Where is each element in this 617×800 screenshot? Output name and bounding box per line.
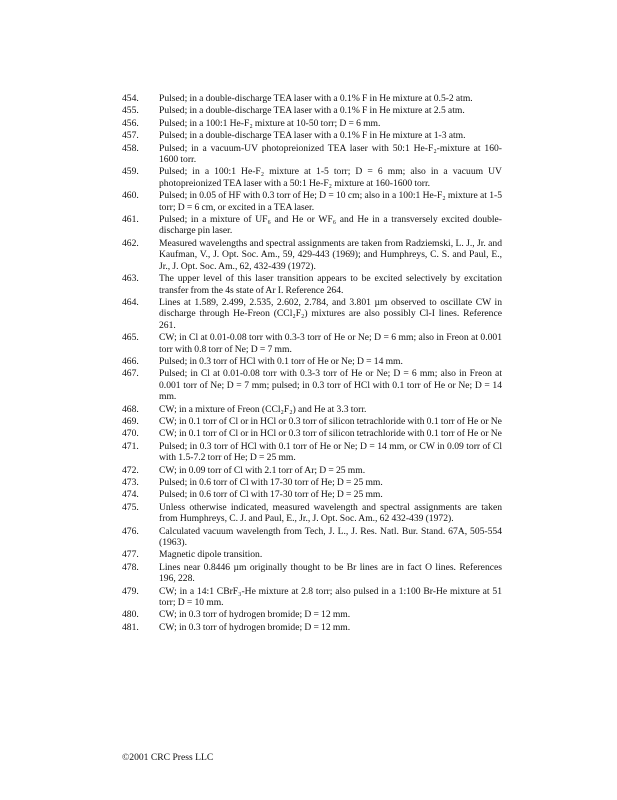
- footnote-number: 462.: [122, 237, 139, 249]
- footnote-number: 456.: [122, 117, 139, 129]
- footnote-text: Calculated vacuum wavelength from Tech, J. L., J. Res. Natl. Bur. Stand. 67A, 505-554 (1963).: [159, 525, 502, 549]
- copyright-footer: ©2001 CRC Press LLC: [122, 752, 214, 763]
- footnote-item: [122, 416, 502, 427]
- footnote-item: [122, 118, 502, 129]
- footnote-number: 472.: [122, 464, 139, 476]
- footnote-item: [122, 214, 502, 237]
- footnote-item: [122, 368, 502, 402]
- footnote-item: [122, 404, 502, 415]
- footnote-text: Magnetic dipole transition.: [159, 549, 263, 561]
- footnote-number: 479.: [122, 585, 139, 597]
- footnote-item: [122, 428, 502, 439]
- footnote-number: 469.: [122, 415, 139, 427]
- footnote-number: 467.: [122, 368, 139, 380]
- footnote-text: Lines near 0.8446 µm originally thought to be Br lines are in fact O lines. References 196, 228.: [159, 561, 502, 585]
- footnote-number: 476.: [122, 525, 139, 537]
- footnote-item: [122, 105, 502, 116]
- footnote-text: Pulsed; in a double-discharge TEA laser with a 0.1% F in He mixture at 0.5-2 atm.: [159, 93, 473, 104]
- footnote-text: Pulsed; in 0.3 torr of HCl with 0.1 torr of He or Ne; D = 14 mm.: [159, 355, 403, 367]
- footnote-item: [122, 562, 502, 585]
- footnote-text: Pulsed; in 0.6 torr of Cl with 17-30 torr of He; D = 25 mm.: [159, 489, 383, 501]
- footnote-text: Pulsed; in a 100:1 He-F₂ mixture at 1-5 torr; D = 6 mm; also in a vacuum UV photopreionized TEA laser with a 50:1 He-F₂ mixture at 160-1600 torr.: [159, 166, 502, 189]
- footnote-number: 468.: [122, 403, 139, 415]
- footnote-number: 466.: [122, 355, 139, 367]
- footnote-number: 473.: [122, 477, 139, 488]
- footnote-number: 464.: [122, 296, 139, 308]
- footnote-number: 475.: [122, 501, 139, 513]
- footnote-item: [122, 609, 502, 620]
- footnote-text: CW; in 0.3 torr of hydrogen bromide; D = 12 mm.: [159, 609, 351, 621]
- footnote-number: 478.: [122, 561, 139, 573]
- footnote-number: 455.: [122, 105, 139, 117]
- footnote-text: CW; in 0.1 torr of Cl or in HCl or 0.3 torr of silicon tetrachloride with 0.1 torr of He or Ne: [159, 428, 502, 440]
- footnote-number: 474.: [122, 489, 139, 501]
- footnote-item: [122, 190, 502, 213]
- footnote-item: [122, 526, 502, 549]
- footnote-number: 458.: [122, 142, 139, 154]
- footnote-number: 480.: [122, 609, 139, 621]
- footnote-text: Pulsed; in a double-discharge TEA laser with a 0.1% F in He mixture at 2.5 atm.: [159, 105, 465, 117]
- footnote-text: CW; in 0.09 torr of Cl with 2.1 torr of Ar; D = 25 mm.: [159, 464, 366, 476]
- footnote-item: [122, 166, 502, 189]
- footnote-number: 481.: [122, 621, 139, 633]
- footnote-text: Pulsed; in Cl at 0.01-0.08 torr with 0.3-3 torr of He or Ne; D = 6 mm; also in Freon at 0.001 torr of Ne; D = 7 mm; pulsed; in 0.3 torr of HCl with 0.1 torr of He or Ne; D = 14 mm.: [159, 368, 502, 403]
- footnote-text: Pulsed; in a mixture of UF₆ and He or WF₆ and He in a transversely excited double-discharge pin laser.: [159, 214, 502, 237]
- footnote-text: CW; in a mixture of Freon (CCl₂F₂) and He at 3.3 torr.: [159, 403, 367, 415]
- footnote-number: 465.: [122, 332, 139, 344]
- footnote-number: 470.: [122, 428, 139, 440]
- footnote-number: 457.: [122, 130, 139, 142]
- footnote-item: [122, 238, 502, 272]
- footnote-text: Pulsed; in 0.05 of HF with 0.3 torr of He; D = 10 cm; also in a 100:1 He-F₂ mixture at 1-5 torr; D = 6 cm, or excited in a TEA laser.: [159, 190, 502, 213]
- footnote-text: CW; in a 14:1 CBrF₃-He mixture at 2.8 torr; also pulsed in a 1:100 Br-He mixture at 51 torr; D = 10 mm.: [159, 585, 502, 609]
- footnote-item: [122, 622, 502, 633]
- footnote-number: 471.: [122, 440, 139, 452]
- footnote-item: [122, 297, 502, 331]
- footnote-text: CW; in 0.1 torr of Cl or in HCl or 0.3 torr of silicon tetrachloride with 0.1 torr of He or Ne: [159, 415, 502, 427]
- footnote-item: [122, 356, 502, 367]
- footnote-number: 463.: [122, 273, 139, 285]
- footnote-text: Measured wavelengths and spectral assignments are taken from Radziemski, L. J., Jr. and Kaufman, V., J. Opt. Soc. Am., 59, 429-443 (1969); and Humphreys, C. S. and Paul, E., Jr., J. Opt. Soc. Am., 62, 432-439 (1972).: [159, 237, 502, 272]
- footnote-item: [122, 93, 502, 104]
- footnote-text: Lines at 1.589, 2.499, 2.535, 2.602, 2.784, and 3.801 µm observed to oscillate CW in discharge through He-Freon (CCl₂F₂) mixtures are also possibly Cl-I lines. Reference 261.: [159, 296, 502, 331]
- footnote-number: 477.: [122, 549, 139, 561]
- footnote-text: The upper level of this laser transition appears to be excited selectively by excitation transfer from the 4s state of Ar I. Reference 264.: [159, 273, 502, 296]
- footnote-item: [122, 477, 502, 488]
- footnote-item: [122, 441, 502, 464]
- footnote-text: CW; in 0.3 torr of hydrogen bromide; D = 12 mm.: [159, 621, 351, 633]
- footnote-text: Pulsed; in a double-discharge TEA laser with a 0.1% F in He mixture at 1-3 atm.: [159, 130, 466, 142]
- footnote-number: 460.: [122, 190, 139, 202]
- footnote-item: [122, 502, 502, 525]
- footnote-text: Pulsed; in a 100:1 He-F₂ mixture at 10-50 torr; D = 6 mm.: [159, 117, 381, 129]
- footnote-item: [122, 465, 502, 476]
- footnote-number: 454.: [122, 93, 139, 104]
- footnote-item: [122, 549, 502, 560]
- footnote-text: Pulsed; in 0.6 torr of Cl with 17-30 torr of He; D = 25 mm.: [159, 477, 383, 488]
- footnote-item: [122, 332, 502, 355]
- footnote-number: 459.: [122, 166, 139, 178]
- footnote-item: [122, 130, 502, 141]
- footnote-text: Pulsed; in 0.3 torr of HCl with 0.1 torr of He or Ne; D = 14 mm, or CW in 0.09 torr of Cl with 1.5-7.2 torr of He; D = 25 mm.: [159, 440, 502, 464]
- footnote-text: CW; in Cl at 0.01-0.08 torr with 0.3-3 torr of He or Ne; D = 6 mm; also in Freon at 0.001 torr with 0.8 torr of Ne; D = 7 mm.: [159, 332, 502, 355]
- footnote-item: [122, 489, 502, 500]
- footnote-item: [122, 586, 502, 609]
- footnote-list: [122, 93, 502, 634]
- footnote-item: [122, 273, 502, 296]
- footnote-text: Pulsed; in a vacuum-UV photopreionized TEA laser with 50:1 He-F₂-mixture at 160-1600 torr.: [159, 142, 502, 166]
- footnote-item: [122, 143, 502, 166]
- footnote-text: Unless otherwise indicated, measured wavelength and spectral assignments are taken from Humphreys, C. J. and Paul, E., Jr., J. Opt. Soc. Am., 62 432-439 (1972).: [159, 501, 502, 525]
- footnote-number: 461.: [122, 214, 139, 226]
